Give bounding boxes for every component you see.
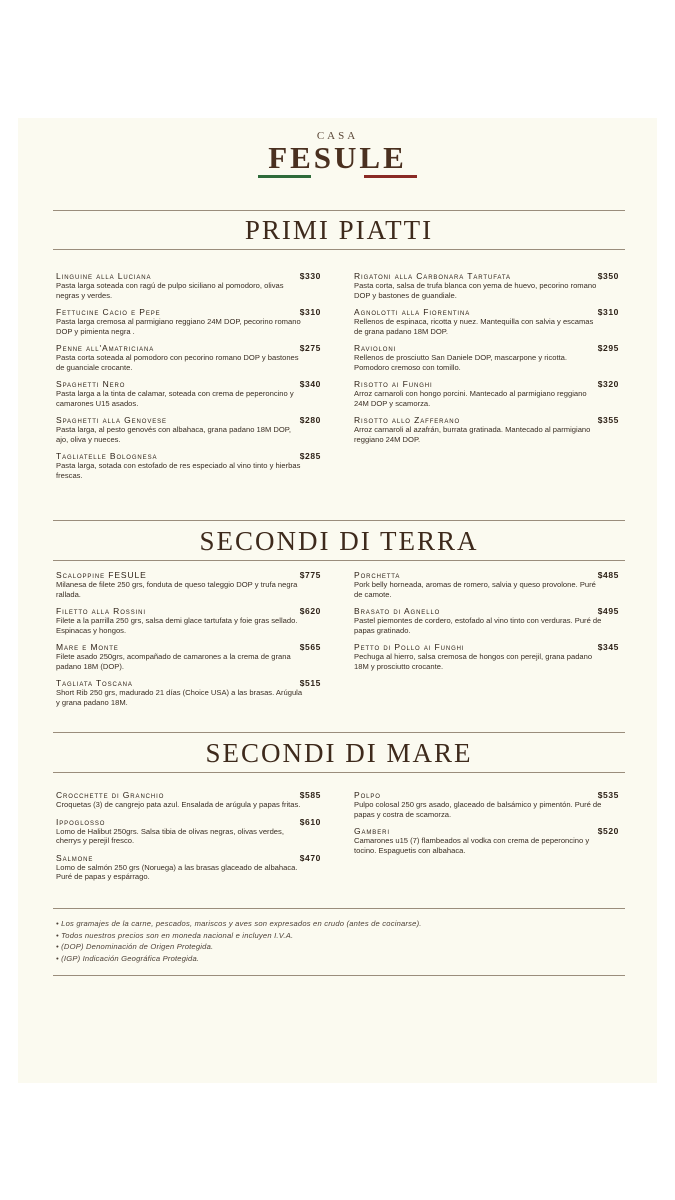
dish-name: Petto di Pollo ai Funghi [354,642,465,652]
section-title-terra: SECONDI DI TERRA [199,526,479,556]
dish-name: Gamberi [354,826,390,836]
terra-right-column [354,570,619,678]
footnote: • Todos nuestros precios son en moneda nacional e incluyen I.V.A. [56,930,294,940]
dish-name: Polpo [354,790,381,800]
dish-name: Ippoglosso [56,816,106,827]
dish-name: Spaghetti alla Genovese [56,415,167,425]
dish-description: Arroz carnaroli con hongo porcini. Mantecado al parmigiano reggiano 24M DOP y scamorza. [354,389,587,408]
menu-item [354,790,619,819]
dish-name: Ravioloni [354,343,397,353]
dish-description: Lomo de Halibut 250grs. Salsa tibia de olivas negras, olivas verdes, cherrys y perejil fresco. [56,826,284,845]
dish-description: Croquetas (3) de cangrejo pata azul. Ensalada de arúgula y papas fritas. [56,800,301,809]
menu-item [56,343,321,372]
menu-item [354,415,619,444]
dish-description: Pulpo colosal 250 grs asado, glaceado de balsámico y pimentón. Puré de papas y costra de scamorza. [354,800,602,819]
divider [53,520,625,521]
dish-description: Pasta larga, sotada con estofado de res especiado al vino tinto y hierbas frescas. [56,461,301,480]
dish-price: $340 [299,379,321,389]
menu-item [56,606,321,635]
dish-price: $775 [299,570,321,580]
footnote: • (DOP) Denominación de Origen Protegida. [56,942,214,951]
dish-name: Tagliata Toscana [56,678,133,688]
dish-price: $610 [299,816,321,827]
logo-name: FESULE [268,140,407,175]
menu-item [354,826,619,855]
italian-flag-stripe [258,175,418,178]
dish-price: $330 [299,271,321,281]
dish-description: Pasta larga a la tinta de calamar, soteada con crema de peperoncino y camarones U15 asados. [56,389,294,408]
mare-left-column [56,790,321,889]
dish-name: Fettucine Cacio e Pepe [56,307,161,317]
footnote: • Los gramajes de la carne, pescados, mariscos y aves son expresados en crudo (antes de cocinarse). [56,919,422,928]
dish-description: Pasta larga, al pesto genovés con albahaca, grana padano 18M DOP, ajo, oliva y nueces. [56,425,292,444]
dish-price: $470 [299,852,321,863]
dish-price: $275 [299,343,321,353]
dish-description: Filete asado 250grs, acompañado de camarones a la crema de grana padano 18M (DOP). [56,652,291,671]
dish-price: $495 [597,606,619,616]
dish-name: Linguine alla Luciana [56,271,152,281]
dish-price: $515 [299,678,321,688]
menu-item [56,642,321,671]
dish-name: Risotto ai Funghi [354,379,433,389]
dish-price: $285 [299,451,321,461]
menu-item [354,343,619,372]
footnotes [56,918,616,964]
dish-name: Crocchette di Granchio [56,790,165,800]
dish-description: Rellenos de prosciutto San Daniele DOP, mascarpone y ricotta. Pomodoro cremoso con tomillo. [354,353,568,372]
section-title-primi: PRIMI PIATTI [244,215,434,245]
dish-name: Scaloppine FESULE [56,570,147,580]
dish-name: Brasato di Agnello [354,606,441,616]
dish-description: Pasta larga cremosa al parmigiano reggiano 24M DOP, pecorino romano DOP y pimienta negra . [56,317,301,336]
divider [53,560,625,561]
dish-description: Pasta larga soteada con ragú de pulpo siciliano al pomodoro, olivas negras y verdes. [56,281,284,300]
dish-price: $620 [299,606,321,616]
dish-name: Spaghetti Nero [56,379,126,389]
dish-name: Risotto allo Zafferano [354,415,461,425]
dish-price: $565 [299,642,321,652]
dish-name: Tagliatelle Bolognesa [56,451,158,461]
dish-description: Filete a la parrilla 250 grs, salsa demi glace tartufata y foie gras sellado. Espinacas y hongos. [56,616,298,635]
dish-description: Camarones u15 (7) flambeados al vodka con crema de peperoncino y tocino. Espaguetis con albahaca. [354,836,590,855]
menu-item [56,271,321,300]
dish-name: Mare e Monte [56,642,119,652]
menu-item [56,307,321,336]
dish-price: $295 [597,343,619,353]
dish-name: Agnolotti alla Fiorentina [354,307,471,317]
logo-casa: CASA [316,130,359,142]
dish-description: Pork belly horneada, aromas de romero, salvia y queso provolone. Puré de camote. [354,580,596,599]
dish-description: Pasta corta soteada al pomodoro con pecorino romano DOP y bastones de guanciale crocante. [56,353,299,372]
terra-left-column [56,570,321,714]
footnote: • (IGP) Indicación Geográfica Protegida. [56,953,200,963]
menu-item [56,790,321,810]
divider [53,908,625,909]
primi-right-column [354,271,619,451]
menu-item [56,570,321,599]
divider [53,732,625,733]
dish-description: Arroz carnaroli al azafrán, burrata gratinada. Mantecado al parmigiano reggiano 24M DOP. [354,425,591,444]
menu-item [354,570,619,599]
dish-price: $320 [597,379,619,389]
dish-price: $350 [597,271,619,281]
dish-description: Rellenos de espinaca, ricotta y nuez. Mantequilla con salvia y escamas de grana padano 18M DOP. [354,317,594,336]
menu-item [56,451,321,480]
menu-item [354,271,619,300]
menu-item [354,307,619,336]
section-title-mare: SECONDI DI MARE [205,738,473,768]
dish-description: Pechuga al hierro, salsa cremosa de hongos con perejil, grana padano 18M y prosciutto crocante. [354,652,593,671]
restaurant-logo [18,130,657,178]
primi-left-column [56,271,321,487]
menu-item [56,379,321,408]
dish-description: Pasta corta, salsa de trufa blanca con yema de huevo, pecorino romano DOP y bastones de guandiale. [354,281,597,300]
mare-right-column [354,790,619,862]
dish-price: $485 [597,570,619,580]
dish-description: Pastel piemontes de cordero, estofado al vino tinto con verduras. Puré de papas gratinado. [354,616,602,635]
dish-price: $280 [299,415,321,425]
dish-name: Penne all'Amatriciana [56,343,155,353]
dish-price: $585 [299,790,321,800]
divider [53,772,625,773]
dish-description: Milanesa de filete 250 grs, fonduta de queso taleggio DOP y trufa negra rallada. [56,580,298,599]
menu-item [56,678,321,707]
dish-price: $520 [597,826,619,836]
menu-item [354,606,619,635]
divider [53,210,625,211]
dish-description: Lomo de salmón 250 grs (Noruega) a las brasas glaceado de albahaca. Puré de papas y espárrago. [56,862,298,881]
dish-price: $310 [299,307,321,317]
menu-item [56,415,321,444]
menu-item [56,817,321,846]
dish-price: $355 [597,415,619,425]
dish-description: Short Rib 250 grs, madurado 21 días (Choice USA) a las brasas. Arúgula y grana padano 18M. [56,688,303,707]
dish-price: $310 [597,307,619,317]
dish-name: Filetto alla Rossini [56,606,146,616]
divider [53,249,625,250]
divider [53,975,625,976]
dish-name: Rigatoni alla Carbonara Tartufata [354,271,511,281]
dish-price: $535 [597,790,619,800]
menu-item [56,853,321,882]
menu-page [18,118,657,1083]
menu-item [354,379,619,408]
dish-name: Porchetta [354,570,401,580]
dish-price: $345 [597,642,619,652]
menu-item [354,642,619,671]
dish-name: Salmone [56,852,94,863]
